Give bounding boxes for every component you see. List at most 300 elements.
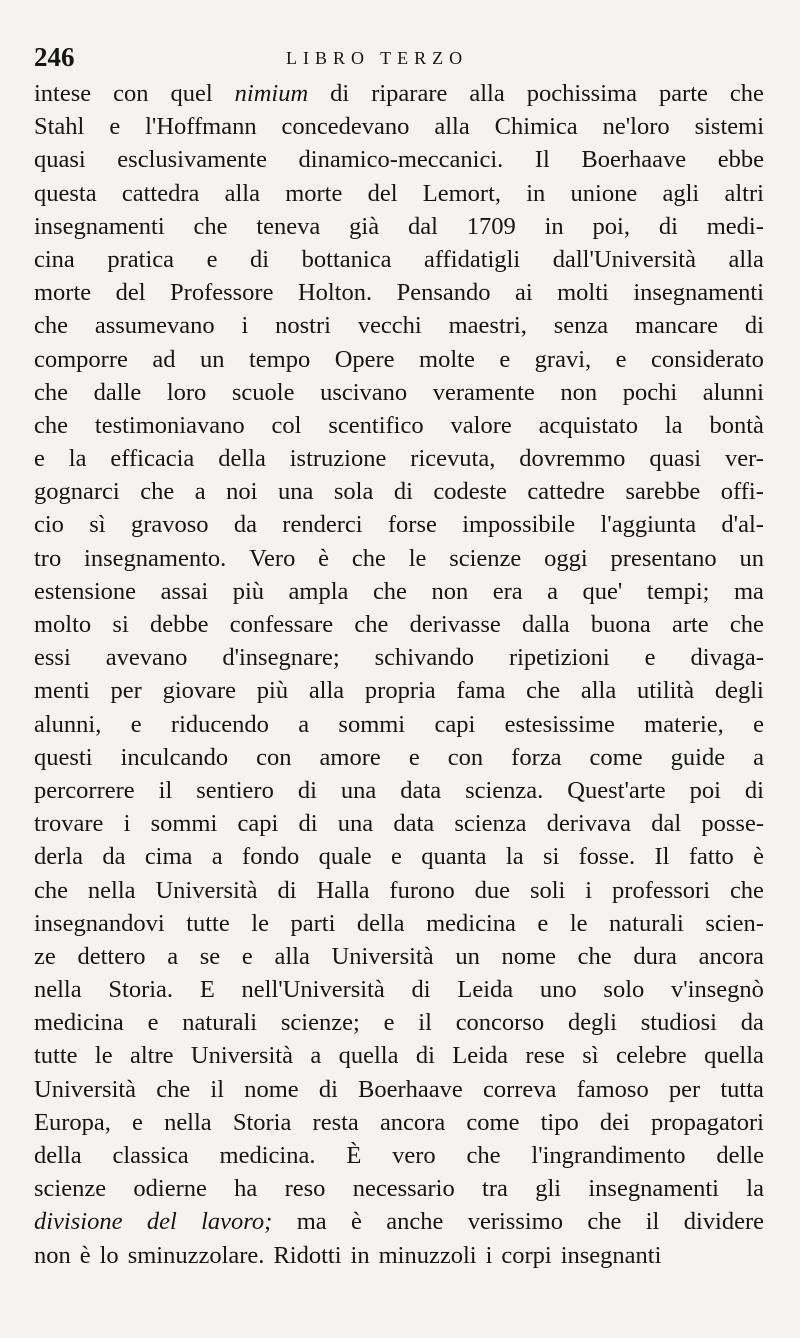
word: inculcando xyxy=(120,743,229,771)
word: considerato xyxy=(650,345,764,373)
word: insegnanti xyxy=(560,1241,662,1269)
text-line xyxy=(34,445,764,478)
word: che xyxy=(466,1142,501,1169)
word: i xyxy=(485,1241,493,1269)
text-line xyxy=(34,1109,764,1142)
word: è xyxy=(351,1208,362,1236)
word: nella xyxy=(34,976,82,1004)
word: che xyxy=(34,378,68,406)
word: di xyxy=(298,810,318,838)
word: insegnamento. xyxy=(84,544,227,572)
word: odierne xyxy=(133,1175,207,1203)
word: dal xyxy=(651,810,682,838)
word: alla xyxy=(308,677,345,705)
word: nella xyxy=(164,1108,212,1136)
word: senza xyxy=(553,312,609,340)
word: della xyxy=(218,445,266,473)
word: naturali xyxy=(609,909,684,937)
text-line xyxy=(34,346,764,379)
word: nostri xyxy=(275,312,331,340)
word: alla xyxy=(434,113,470,141)
word: un xyxy=(455,942,480,970)
word: ancora xyxy=(379,1108,446,1136)
word: ancora xyxy=(698,942,764,970)
word: ne'loro xyxy=(602,113,670,141)
word: renderci xyxy=(282,511,363,539)
word: dal xyxy=(407,212,438,240)
word: vero xyxy=(392,1142,436,1169)
word: reso xyxy=(284,1175,326,1203)
word: col xyxy=(271,411,302,439)
word: l'aggiunta xyxy=(600,511,697,539)
word: valore xyxy=(450,411,512,439)
word: il xyxy=(210,1075,225,1103)
word: alla xyxy=(274,942,310,970)
word: E xyxy=(199,976,215,1004)
word: Professore xyxy=(170,279,274,307)
word: divisione xyxy=(34,1208,123,1236)
word: a xyxy=(167,942,179,970)
page-number: 246 xyxy=(34,42,75,72)
word: di xyxy=(744,776,764,804)
word: che xyxy=(526,677,561,705)
word: di xyxy=(658,212,678,240)
word: come xyxy=(589,743,643,771)
word: avevano xyxy=(105,644,188,672)
word: nome xyxy=(244,1075,299,1103)
word: in xyxy=(350,1241,370,1269)
word: famoso xyxy=(576,1075,649,1103)
word: pratica xyxy=(107,245,175,273)
word: fondo xyxy=(242,843,300,871)
word: medicina xyxy=(34,1009,124,1037)
text-line xyxy=(34,976,764,1009)
word: e xyxy=(34,445,45,473)
word: dalle xyxy=(93,378,142,406)
word: è xyxy=(318,544,330,572)
text-line xyxy=(34,877,764,910)
word: Boerhaave xyxy=(358,1075,463,1103)
word: sì xyxy=(582,1042,599,1070)
word: e xyxy=(537,909,549,937)
word: 1709 xyxy=(466,212,516,240)
text-line xyxy=(34,80,764,113)
word: già xyxy=(349,212,380,240)
word: che xyxy=(354,611,389,638)
word: necessario xyxy=(352,1175,455,1203)
word: correva xyxy=(482,1075,557,1103)
word: scienza. xyxy=(465,776,544,804)
word: impossibile xyxy=(462,511,576,539)
word: a xyxy=(310,1042,322,1070)
word: l'ingrandimento xyxy=(531,1142,686,1169)
word: quella xyxy=(704,1042,764,1070)
word: ma xyxy=(733,577,764,605)
text-line xyxy=(34,312,764,345)
text-line xyxy=(34,180,764,213)
word: Il xyxy=(534,146,550,174)
word: Chimica xyxy=(494,113,578,141)
word: che xyxy=(193,212,228,240)
word: che xyxy=(34,312,68,340)
word: e xyxy=(132,1108,143,1136)
word: d'al- xyxy=(721,511,764,539)
word: scien- xyxy=(705,909,764,937)
word: a xyxy=(753,743,764,771)
word: gravi, xyxy=(534,345,592,373)
word: ripetizioni xyxy=(508,644,610,672)
word: dovremmo xyxy=(519,445,626,473)
word: professori xyxy=(612,876,711,904)
word: non xyxy=(560,378,598,406)
word: istruzione xyxy=(289,445,387,473)
word: propagatori xyxy=(650,1108,764,1136)
word: bottanica xyxy=(301,245,392,273)
word: pochissima xyxy=(526,80,637,107)
word: lavoro; xyxy=(201,1208,273,1236)
word: vecchi xyxy=(357,312,422,340)
text-line xyxy=(34,1076,764,1109)
word: scuole xyxy=(231,378,295,406)
word: sminuzzolare. xyxy=(127,1241,265,1269)
word: molti xyxy=(557,279,609,307)
word: se xyxy=(199,942,221,970)
word: studiosi xyxy=(640,1009,717,1037)
word: che xyxy=(577,942,612,970)
word: forse xyxy=(387,511,437,539)
word: ze xyxy=(34,942,56,970)
word: alunni, xyxy=(34,710,102,738)
word: celebre xyxy=(615,1042,687,1070)
word: più xyxy=(232,577,265,605)
word: le xyxy=(569,909,588,937)
word: dalla xyxy=(521,611,570,638)
word: soli xyxy=(529,876,566,904)
word: più xyxy=(256,677,289,705)
word: a xyxy=(298,710,310,738)
word: parti xyxy=(290,909,336,937)
word: alla xyxy=(224,179,260,207)
word: con xyxy=(113,80,149,107)
word: poi, xyxy=(592,212,630,240)
word: minuzzoli xyxy=(378,1241,477,1269)
word: nimium xyxy=(234,80,309,107)
word: teneva xyxy=(256,212,321,240)
word: resta xyxy=(312,1108,359,1136)
word: furono xyxy=(389,876,455,904)
word: scienza xyxy=(454,810,527,838)
word: dei xyxy=(599,1108,630,1136)
text-line xyxy=(34,1242,764,1275)
word: morte xyxy=(34,279,92,307)
text-line xyxy=(34,478,764,511)
word: È xyxy=(346,1142,362,1169)
word: v'insegnò xyxy=(671,976,764,1004)
word: tempo xyxy=(248,345,311,373)
word: dinamico-meccanici. xyxy=(298,146,504,174)
word: veramente xyxy=(432,378,535,406)
word: riparare xyxy=(371,80,448,107)
word: delle xyxy=(716,1142,764,1169)
text-line xyxy=(34,677,764,710)
word: sommi xyxy=(338,710,406,738)
word: poi xyxy=(689,776,721,804)
word: scentifico xyxy=(328,411,424,439)
word: un xyxy=(199,345,225,373)
word: la xyxy=(664,411,683,439)
word: essi xyxy=(34,644,71,672)
word: quale xyxy=(318,843,372,871)
word: concedevano xyxy=(281,113,410,141)
word: dall'Università xyxy=(552,245,696,273)
word: estensione xyxy=(34,577,137,605)
word: uscivano xyxy=(320,378,408,406)
word: utilità xyxy=(636,677,695,705)
word: quel xyxy=(170,80,213,107)
word: quanta xyxy=(421,843,487,871)
word: di xyxy=(318,1075,338,1103)
word: sistemi xyxy=(694,113,764,141)
word: intese xyxy=(34,80,92,107)
word: cio xyxy=(34,511,64,539)
word: d'insegnare; xyxy=(222,644,340,672)
word: che xyxy=(351,544,386,572)
word: e xyxy=(109,113,121,141)
word: scienze xyxy=(449,544,522,572)
word: ma xyxy=(296,1208,327,1236)
word: Il xyxy=(654,843,670,871)
word: divaga- xyxy=(690,644,764,672)
text-line xyxy=(34,843,764,876)
word: per xyxy=(110,677,142,705)
word: capi xyxy=(237,810,279,838)
text-line xyxy=(34,1009,764,1042)
word: in xyxy=(526,179,546,207)
word: ha xyxy=(234,1175,258,1203)
word: le xyxy=(94,1042,113,1070)
word: buona xyxy=(590,611,651,638)
word: del xyxy=(367,179,398,207)
word: sommi xyxy=(150,810,218,838)
word: riducendo xyxy=(170,710,269,738)
word: Boerhaave xyxy=(581,146,687,174)
text-line xyxy=(34,213,764,246)
word: a xyxy=(211,843,223,871)
word: gli xyxy=(535,1175,562,1203)
word: sentiero xyxy=(196,776,274,804)
word: e xyxy=(615,345,627,373)
word: a xyxy=(547,577,559,605)
word: Europa, xyxy=(34,1108,111,1136)
word: Leida xyxy=(457,976,514,1004)
word: l'Hoffmann xyxy=(145,113,257,141)
text-line xyxy=(34,279,764,312)
word: cina xyxy=(34,245,75,273)
word: bontà xyxy=(709,411,764,439)
word: e xyxy=(206,245,218,273)
word: i xyxy=(241,312,249,340)
word: un xyxy=(739,544,764,572)
word: schivando xyxy=(374,644,474,672)
word: di xyxy=(411,976,431,1004)
word: guide xyxy=(670,743,726,771)
word: confessare xyxy=(229,611,334,638)
text-line xyxy=(34,644,764,677)
word: scienze xyxy=(34,1175,107,1203)
word: Opere xyxy=(334,345,395,373)
text-line xyxy=(34,810,764,843)
word: Università xyxy=(155,876,258,904)
word: di xyxy=(744,312,764,340)
word: fatto xyxy=(688,843,734,871)
word: Ridotti xyxy=(273,1241,342,1269)
word: Università xyxy=(331,942,434,970)
text-line xyxy=(34,711,764,744)
word: insegnandovi xyxy=(34,909,165,937)
word: a xyxy=(194,478,206,506)
word: e xyxy=(241,942,253,970)
text-line xyxy=(34,1208,764,1241)
word: Storia xyxy=(232,1108,292,1136)
word: efficacia xyxy=(110,445,195,473)
word: parte xyxy=(658,80,708,107)
text-line xyxy=(34,1042,764,1075)
word: ampla xyxy=(288,577,349,605)
word: unione xyxy=(570,179,638,207)
word: che xyxy=(372,577,407,605)
word: ebbe xyxy=(717,146,764,174)
word: verissimo xyxy=(467,1208,563,1236)
word: materie, xyxy=(644,710,724,738)
word: morte xyxy=(285,179,343,207)
text-line xyxy=(34,1142,764,1175)
word: rese xyxy=(525,1042,565,1070)
word: medi- xyxy=(706,212,764,240)
word: anche xyxy=(386,1208,444,1236)
text-line xyxy=(34,611,764,644)
word: posse- xyxy=(701,810,764,838)
word: ricevuta, xyxy=(410,445,496,473)
word: la xyxy=(505,843,524,871)
word: esclusivamente xyxy=(117,146,267,174)
word: presentano xyxy=(610,544,717,572)
word: che xyxy=(587,1208,622,1236)
word: acquistato xyxy=(538,411,638,439)
word: derivava xyxy=(546,810,632,838)
word: Pensando xyxy=(396,279,491,307)
word: tipo xyxy=(540,1108,579,1136)
word: medicina. xyxy=(219,1142,316,1169)
word: degli xyxy=(567,1009,617,1037)
word: il xyxy=(645,1208,660,1236)
word: non xyxy=(34,1241,71,1269)
word: data xyxy=(400,776,442,804)
word: sì xyxy=(89,511,106,539)
word: que' xyxy=(582,577,623,605)
word: le xyxy=(408,544,427,572)
word: come xyxy=(466,1108,520,1136)
word: e xyxy=(130,710,142,738)
word: tro xyxy=(34,544,62,572)
word: in xyxy=(544,212,564,240)
word: ad xyxy=(152,345,176,373)
word: Stahl xyxy=(34,113,85,141)
word: codeste xyxy=(433,478,507,506)
word: estesissime xyxy=(504,710,615,738)
body-text xyxy=(34,80,764,1275)
word: e xyxy=(408,743,420,771)
word: tra xyxy=(482,1175,508,1203)
word: da xyxy=(233,511,257,539)
word: e xyxy=(383,1009,395,1037)
word: quella xyxy=(338,1042,399,1070)
word: mancare xyxy=(635,312,718,340)
word: capi xyxy=(434,710,476,738)
word: oggi xyxy=(544,544,588,572)
word: altre xyxy=(129,1042,174,1070)
text-line xyxy=(34,146,764,179)
word: una xyxy=(337,810,374,838)
word: maestri, xyxy=(448,312,527,340)
word: insegnamenti xyxy=(34,212,165,240)
text-line xyxy=(34,777,764,810)
word: il xyxy=(418,1009,432,1037)
word: gravoso xyxy=(130,511,209,539)
word: pochi xyxy=(622,378,678,406)
word: alla xyxy=(469,80,505,107)
word: le xyxy=(251,909,269,937)
word: che xyxy=(156,1075,191,1103)
word: quasi xyxy=(34,146,86,174)
word: è xyxy=(753,843,764,871)
word: propria xyxy=(364,677,436,705)
word: di xyxy=(393,478,413,506)
word: sarebbe xyxy=(625,478,701,506)
word: Storia. xyxy=(108,976,174,1004)
word: molte xyxy=(419,345,475,373)
word: con xyxy=(256,743,292,771)
word: fosse. xyxy=(578,843,636,871)
word: degli xyxy=(714,677,764,705)
word: ver- xyxy=(724,445,764,473)
word: i xyxy=(585,876,593,904)
word: corpi xyxy=(501,1241,552,1269)
word: che xyxy=(34,876,68,904)
word: i xyxy=(123,810,131,838)
word: dividere xyxy=(683,1208,764,1236)
word: e xyxy=(753,710,764,738)
word: uno xyxy=(539,976,577,1004)
word: amore xyxy=(319,743,381,771)
word: questa xyxy=(34,179,97,207)
word: tutta xyxy=(720,1075,764,1103)
word: alla xyxy=(580,677,617,705)
word: Lemort, xyxy=(422,179,502,207)
word: forza xyxy=(511,743,562,771)
text-line xyxy=(34,1175,764,1208)
word: una xyxy=(340,776,377,804)
word: Holton. xyxy=(297,279,373,307)
word: derla xyxy=(34,843,83,871)
word: tutte xyxy=(34,1042,78,1070)
section-title: LIBRO TERZO xyxy=(286,48,469,68)
word: cima xyxy=(144,843,193,871)
word: da xyxy=(102,843,126,871)
word: gognarci xyxy=(34,478,120,506)
word: loro xyxy=(166,378,207,406)
word: una xyxy=(277,478,314,506)
word: e xyxy=(390,843,402,871)
